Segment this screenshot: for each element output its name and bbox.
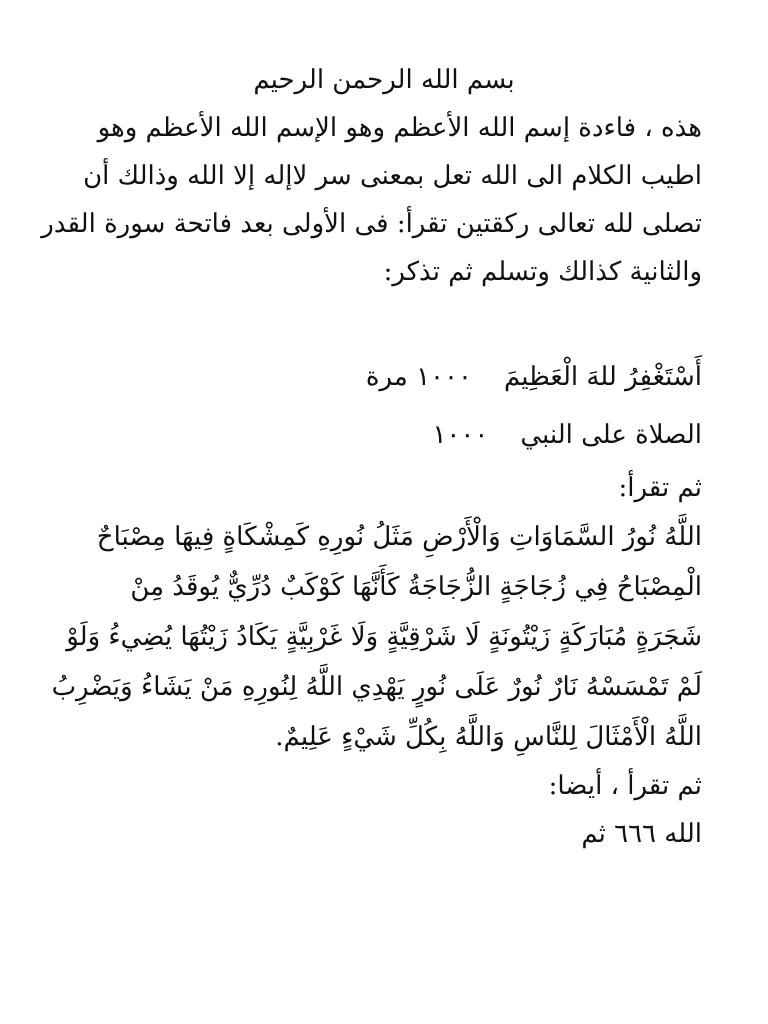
intro-line: اطيب الكلام الى الله تعل بمعنى سر لاإله إلا الله وذالك أن (83, 161, 702, 191)
document-title: بسم الله الرحمن الرحيم (253, 65, 515, 95)
salawat-line (66, 406, 702, 464)
verse-line: لَمْ تَمْسَسْهُ نَارٌ نُورٌ عَلَى نُورٍ يَهْدِي اللَّهُ لِنُورِهِ مَنْ يَشَاءُ وَيَضْرِبُ (51, 672, 702, 702)
verse-line: اللَّهُ الْأَمْثَالَ لِلنَّاسِ وَاللَّهُ بِكُلِّ شَيْءٍ عَلِيمٌ. (275, 722, 702, 752)
final-line: الله ٦٦٦ ثم (581, 819, 702, 849)
then-read-heading: ثم تقرأ: (618, 473, 702, 503)
salawat-text: الصلاة على النبي (520, 420, 702, 450)
paragraph-spacer (66, 296, 702, 348)
intro-line: تصلى لله تعالى ركقتين تقرأ: فى الأولى بعد فاتحة سورة القدر (41, 209, 702, 239)
verse-line: شَجَرَةٍ مُبَارَكَةٍ زَيْتُونَةٍ لَا شَرْقِيَّةٍ وَلَا غَرْبِيَّةٍ يَكَادُ زَيْتُهَا يُضِيءُ وَلَوْ (66, 622, 702, 652)
verse-line: اللَّهُ نُورُ السَّمَاوَاتِ وَالْأَرْضِ مَثَلُ نُورِهِ كَمِشْكَاةٍ فِيهَا مِصْبَاحٌ (96, 522, 702, 552)
verse-line: الْمِصْبَاحُ فِي زُجَاجَةٍ الزُّجَاجَةُ كَأَنَّهَا كَوْكَبٌ دُرِّيٌّ يُوقَدُ مِنْ (130, 572, 702, 602)
then-read-also-heading: ثم تقرأ ، أيضا: (548, 771, 702, 801)
istighfar-line (66, 348, 702, 406)
istighfar-text: أَسْتَغْفِرُ للهَ الْعَظِيمَ (503, 362, 702, 392)
intro-line: والثانية كذالك وتسلم ثم تذكر: (383, 257, 702, 287)
salawat-count: ١٠٠٠ (432, 420, 489, 450)
intro-line: هذه ، فاءدة إسم الله الأعظم وهو الإسم الله الأعظم وهو (97, 113, 702, 143)
istighfar-count: ١٠٠٠ مرة (365, 362, 472, 392)
